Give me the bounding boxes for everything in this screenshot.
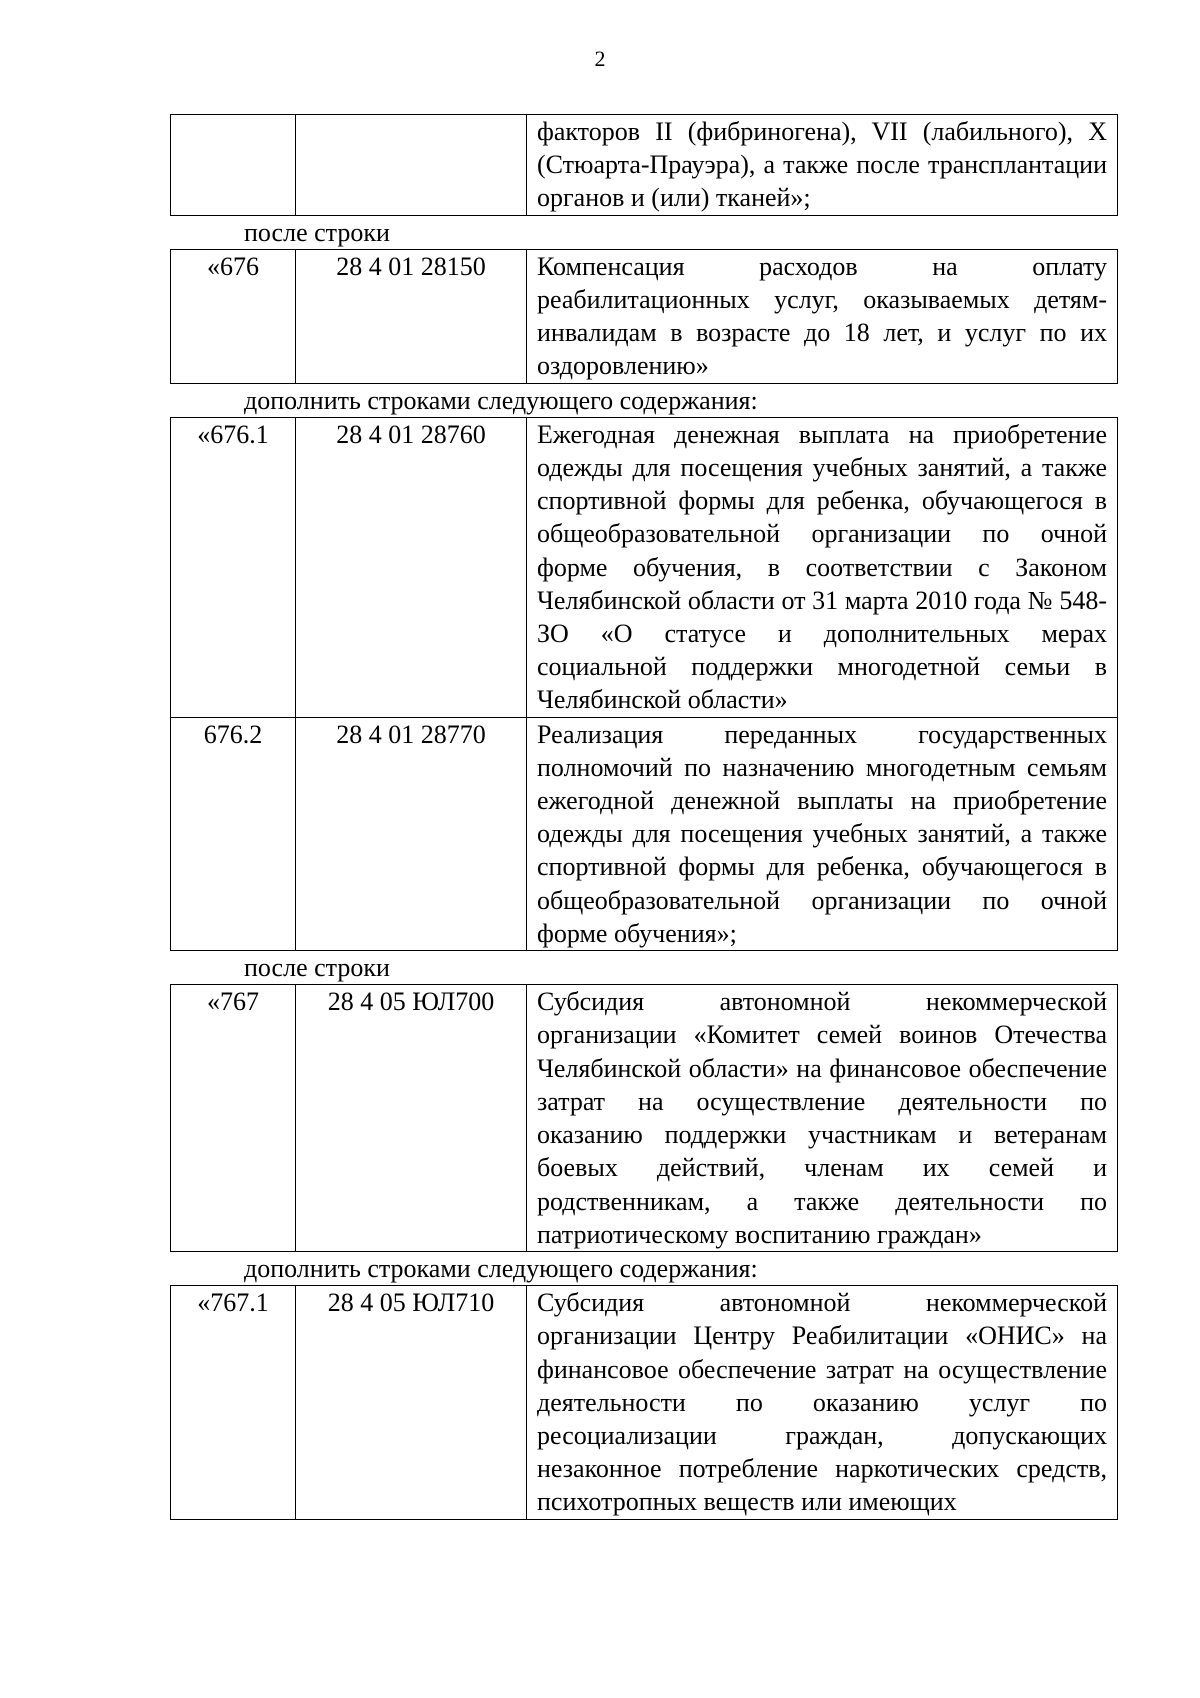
- document-body: [170, 114, 1118, 1520]
- table-row: [171, 717, 1118, 950]
- budget-table-fragment: [170, 1285, 1118, 1519]
- description-cell: Компенсация расходов на оплату реабилитационных услуг, оказываемых детям-инвалидам в возрасте до 18 лет, и услуг по их оздоровлению»: [527, 249, 1118, 383]
- classification-code-cell: [296, 115, 527, 216]
- page-number: 2: [594, 46, 606, 71]
- classification-code-cell: 28 4 01 28150: [296, 249, 527, 383]
- row-number-cell: «676.1: [171, 417, 296, 717]
- budget-table-fragment: [170, 249, 1118, 384]
- table-row: [171, 115, 1118, 216]
- row-number-cell: 676.2: [171, 717, 296, 950]
- budget-table-fragment: [170, 984, 1118, 1252]
- table-row: [171, 249, 1118, 383]
- classification-code-cell: 28 4 05 ЮЛ710: [296, 1286, 527, 1519]
- classification-code-cell: 28 4 01 28760: [296, 417, 527, 717]
- amendment-instruction: после строки: [244, 217, 390, 247]
- table-row: [171, 1286, 1118, 1519]
- description-cell: Ежегодная денежная выплата на приобретение одежды для посещения учебных занятий, а также спортивной формы для ребенка, обучающегося в общеобразовательной организации по очной форме обучения, в соответствии с Законом Челябинской области от 31 марта 2010 года № 548-ЗО «О статусе и дополнительных мерах социальной поддержки многодетной семьи в Челябинской области»: [527, 417, 1118, 717]
- classification-code-cell: 28 4 05 ЮЛ700: [296, 985, 527, 1252]
- table-row: [171, 417, 1118, 717]
- amendment-instruction: дополнить строками следующего содержания:: [244, 1253, 758, 1283]
- row-number-cell: «676: [171, 249, 296, 383]
- row-number-cell: «767.1: [171, 1286, 296, 1519]
- row-number-cell: [171, 115, 296, 216]
- budget-table-fragment: [170, 417, 1118, 951]
- description-cell: Реализация переданных государственных полномочий по назначению многодетным семьям ежегодной денежной выплаты на приобретение одежды для посещения учебных занятий, а также спортивной формы для ребенка, обучающегося в общеобразовательной организации по очной форме обучения»;: [527, 717, 1118, 950]
- budget-table-fragment: [170, 114, 1118, 216]
- classification-code-cell: 28 4 01 28770: [296, 717, 527, 950]
- amendment-instruction: дополнить строками следующего содержания:: [244, 385, 758, 415]
- table-row: [171, 985, 1118, 1252]
- row-number-cell: «767: [171, 985, 296, 1252]
- description-cell: Субсидия автономной некоммерческой организации Центру Реабилитации «ОНИС» на финансовое обеспечение затрат на осуществление деятельности по оказанию услуг по ресоциализации граждан, допускающих незаконное потребление наркотических средств, психотропных веществ или имеющих: [527, 1286, 1118, 1519]
- description-cell: Субсидия автономной некоммерческой организации «Комитет семей воинов Отечества Челябинской области» на финансовое обеспечение затрат на осуществление деятельности по оказанию поддержки участникам и ветеранам боевых действий, членам их семей и родственникам, а также деятельности по патриотическому воспитанию граждан»: [527, 985, 1118, 1252]
- description-cell: факторов II (фибриногена), VII (лабильного), X (Стюарта-Прауэра), а также после трансплантации органов и (или) тканей»;: [527, 115, 1118, 216]
- amendment-instruction: после строки: [244, 953, 390, 983]
